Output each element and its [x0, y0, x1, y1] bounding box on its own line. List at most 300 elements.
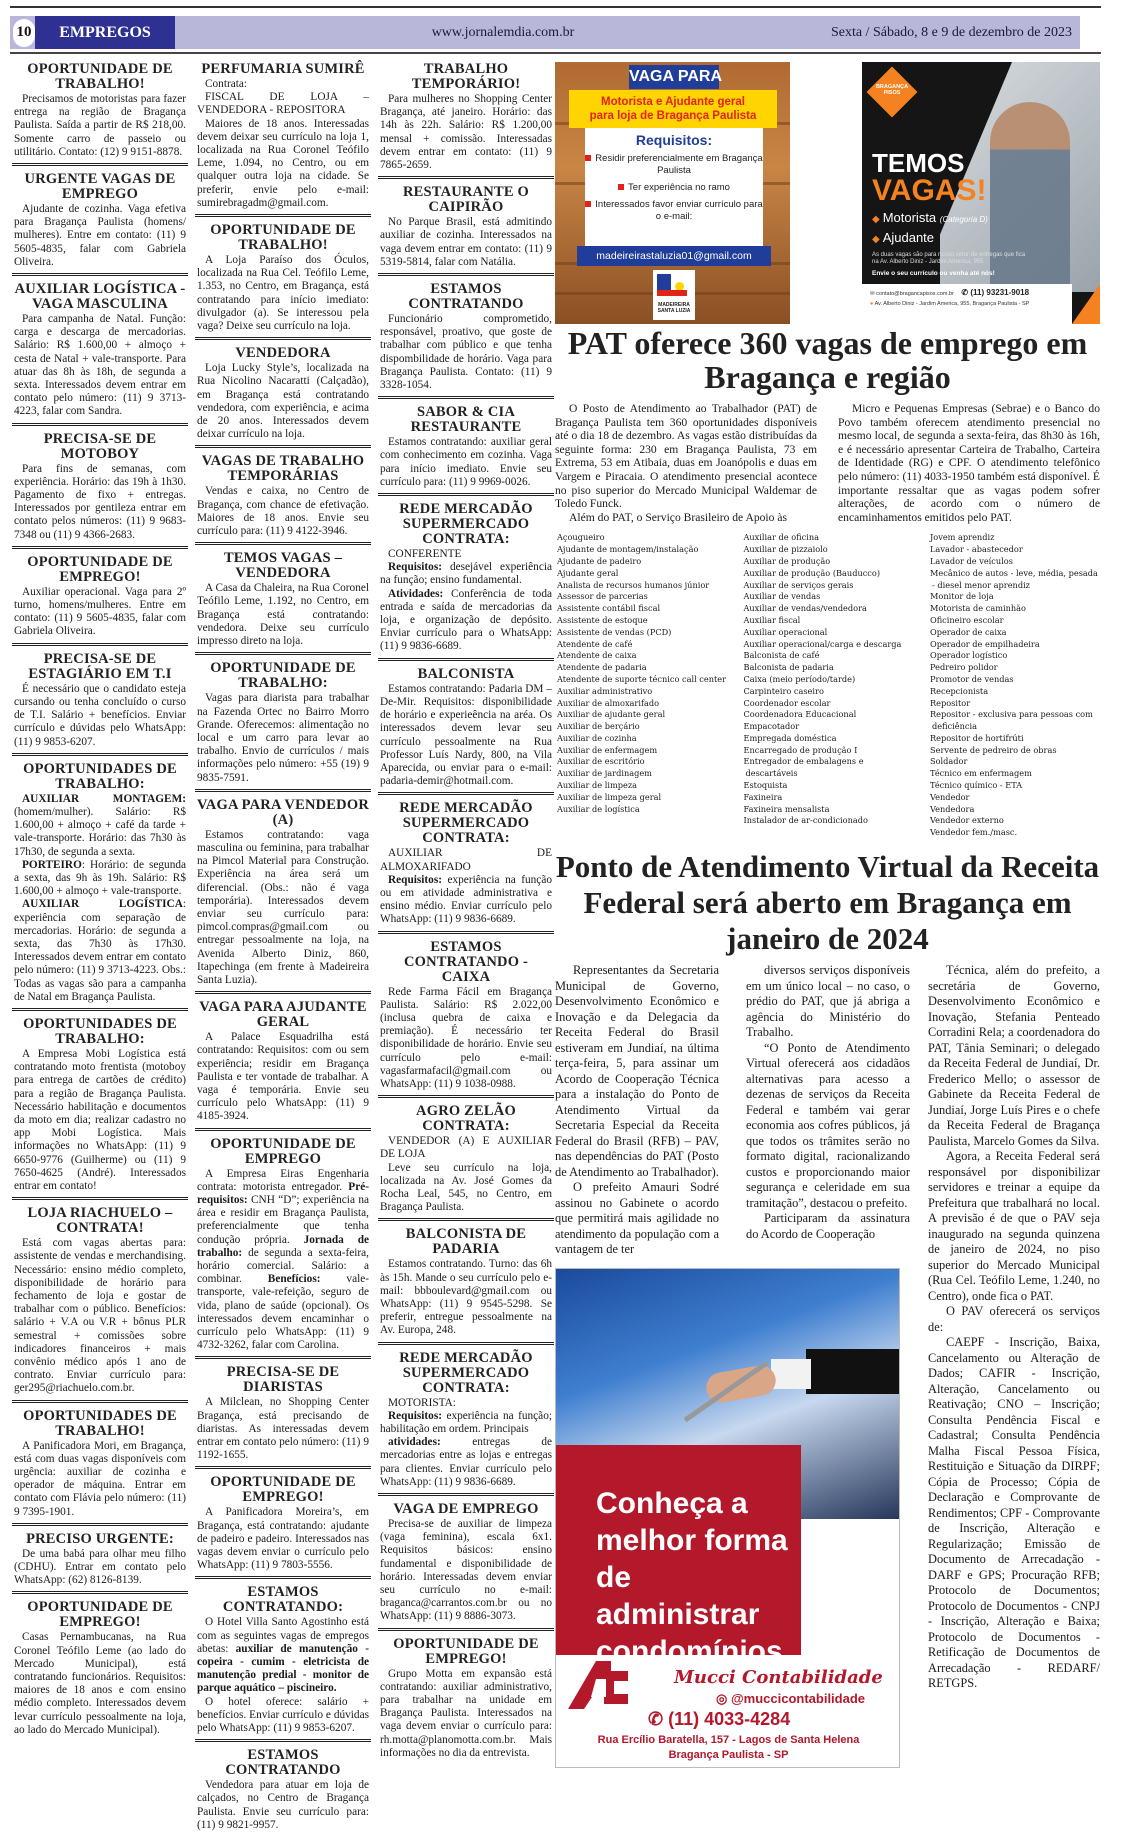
job-list-item: Balconista de café	[743, 650, 820, 661]
ad-bold-label: Pré-requisitos:	[197, 1180, 369, 1206]
ad-bold-label: AUXILIAR MONTAGEM:	[22, 792, 186, 805]
job-list-column	[555, 532, 727, 839]
classified-ad	[12, 1600, 188, 1741]
job-list-item: Estoquista	[743, 780, 788, 791]
job-list-item: Auxiliar de pizzaiolo	[743, 544, 828, 555]
classified-ad	[12, 1206, 188, 1402]
job-list-item: Açougueiro	[557, 532, 605, 543]
requirement-text: Interessados favor enviar currículo para o e-mail:	[595, 199, 763, 222]
classified-ad	[378, 940, 554, 1099]
job-list-item: Auxiliar de oficina	[743, 532, 819, 543]
article-paragraph: Técnica, além do prefeito, a secretária de Governo, Desenvolvimento Econômico e Inovação, Stefania Penteado Corradini Rela; a coordenadora do PAT, Tânia Seminari; o delegado da Receita Federal de Jundiaí, Dr. Frederico Mello; o assessor de Gabinete da Receita Federal de Jundiaí, Jorge Luís Pires e o chefe da Receita Federal de Bragança Paulista, Marcelo Gomes da Silva.	[928, 963, 1100, 1148]
job-list-item: Auxiliar administrativo	[557, 685, 653, 696]
ad-paragraph: Maiores de 18 anos. Interessadas devem deixar seu currículo na loja 1, localizada na Rua Coronel Teófilo Leme, 1.094, no Centro, ou em qualquer outra loja na cidade. Se preferir, envie pelo e-mail: sumirebragadm@gmail.com.	[197, 117, 369, 209]
job-list-item: Encarregado de produção I	[743, 744, 858, 755]
ad-title: OPORTUNIDADE DE TRABALHO!	[210, 222, 356, 254]
ad-text: De uma babá para olhar meu filho (CDHU). Entrar em contato pelo WhatsApp: (62) 8126-8139.	[14, 1547, 186, 1587]
ad-paragraph: Requisitos: desejável experiência na função; ensino fundamental.	[380, 561, 552, 587]
ad-title: OPORTUNIDADE DE EMPREGO!	[27, 553, 173, 585]
job-list-item: Vendedor fem./masc.	[930, 827, 1018, 838]
job-list-item: Auxiliar de produção (Bauducco)	[743, 567, 881, 578]
address	[556, 1733, 900, 1763]
ad-title: ESTAMOS CONTRATANDO	[408, 281, 524, 313]
job-list-item: Repositor - exclusiva para pessoas com deficiência	[930, 709, 1093, 732]
ad-paragraph: MOTORISTA:	[388, 1396, 456, 1409]
ad-title: OPORTUNIDADE DE EMPREGO!	[210, 1474, 356, 1506]
ad-title: PRECISO URGENTE:	[26, 1530, 174, 1547]
ad-title: PERFUMARIA SUMIRÊ	[201, 61, 365, 77]
job-item	[872, 210, 988, 225]
classified-ad	[195, 1137, 371, 1360]
ad-text: Para mulheres no Shopping Center Bragança, até janeiro. Horário: das 14h às 22h. Salário: R$ 1.200,00 mensal + comissão. Interessadas devem entrar em contato: (11) 9 7865-2659.	[380, 93, 552, 172]
ad-title: LOJA RIACHUELO – CONTRATA!	[27, 1205, 173, 1237]
ad-mucci-contabilidade[interactable]	[555, 1268, 900, 1768]
ad-text: Estamos contratando. Turno: das 6h às 15h. Mande o seu currículo pelo e-mail: bbboulevard@gmail.com ou WhatsApp: (11) 9 9545-5298. Se preferir, entregue pessoalmente na Av. Europa, 248.	[380, 1258, 552, 1337]
ad-paragraph: A Empresa Eiras Engenharia contrata: motorista entregador. Pré-requisitos: CNH “D”; experiência na área e residir em Bragança Paulista, preferencialmente que tenha condução própria. Jornada de trabalho: de segunda a sexta-feira, horário comercial. Salário: a combinar. Benefícios: vale-transporte, vale-refeição, seguro de vida, plano de saúde (opcional). Os interessados devem encaminhar o currículo pelo WhatsApp: (11) 9 4732-3262, falar com Carolina.	[197, 1167, 369, 1352]
classified-ad	[378, 185, 554, 276]
classified-ad	[378, 1227, 554, 1344]
ad-braganca-pisos[interactable]	[862, 62, 1100, 324]
classified-ad	[195, 798, 371, 994]
job-list-item: Técnico em enfermagem	[930, 768, 1032, 779]
job-list-item: Faxineira	[743, 791, 783, 802]
instagram-text: @muccicontabilidade	[730, 1690, 866, 1706]
header-rule	[10, 52, 1101, 54]
ad-subtitle-line: para loja de Bragança Paulista	[589, 110, 757, 122]
ad-paragraph: O Hotel Villa Santo Agostinho está com as seguintes vagas de empregos abetas: auxiliar de manutenção - copeira - cumim - eletricista de manutenção predial - monitor de parque aquático – piscineiro.	[197, 1616, 369, 1695]
ad-text: Funcionário comprometido, responsável, proativo, que goste de trabalhar com público e que tenha dispombilidade de horário. Vaga para Bragança Paulista. Contato: (11) 9 3328-1054.	[380, 313, 552, 392]
job-title: Motorista	[882, 210, 937, 225]
job-list-item: Atendente de suporte técnico call center	[557, 673, 727, 684]
job-list-item: Auxiliar de vendas/vendedora	[743, 603, 867, 614]
ad-email[interactable]: contato@bragancapisos.com.br	[876, 291, 954, 297]
page-header	[10, 16, 1080, 49]
ad-text: A Milclean, no Shopping Center Bragança, está precisando de diaristas. As interessadas devem entrar em contato pelo número: (11) 9 1192-1655.	[197, 1396, 369, 1462]
instagram-icon: ◎	[716, 1690, 728, 1706]
classifieds-column-3	[378, 62, 554, 1770]
job-list-item: Operador de empilhadeira	[930, 638, 1040, 649]
ad-paragraph: AUXILIAR MONTAGEM: (homem/mulher). Salário: R$ 1.600,00 + almoço + café da tarde + vale-transporte. Horário: das 7h30 às 17h30, de segunda a sexta.	[14, 792, 186, 858]
ad-title: SABOR & CIA RESTAURANTE	[410, 404, 522, 436]
article-paragraph: Representantes da Secretaria Municipal de Governo, Desenvolvimento Econômico e Inovação e da Delegacia da Receita Federal do Brasil estiveram em Jundiaí, na última terça-feira, 5, para assinar um Acordo de Cooperação Técnica para a instalação do Ponto de Atendimento Virtual da Secretaria Especial da Receita Federal do Brasil (RFB) – PAV, nas dependências do PAT (Posto de Atendimento ao Trabalhador).	[555, 963, 719, 1179]
ad-title: OPORTUNIDADES DE TRABALHO:	[23, 760, 177, 792]
phone-number[interactable]	[648, 1709, 790, 1730]
pav-article-body	[555, 963, 1100, 1768]
company-name: Mucci Contabilidade	[674, 1666, 883, 1688]
issue-date: Sexta / Sábado, 8 e 9 de dezembro de 2023	[830, 24, 1072, 40]
job-list-item: Auxiliar de logística	[557, 803, 640, 814]
address-line: Rua Ercílio Baratella, 157 - Lagos de Santa Helena	[597, 1733, 860, 1746]
ad-text: É necessário que o candidato esteja cursando ou tenha concluído o curso de T.I. Salário + benefícios. Enviar currículo e dúvidas pelo WhatsApp: (11) 9 9853-6207.	[14, 682, 186, 748]
pat-job-list	[555, 532, 1100, 839]
job-list-item: Servente de pedreiro de obras	[930, 744, 1057, 755]
ad-title: BALCONISTA DE PADARIA	[405, 1226, 527, 1258]
ad-paragraph: Requisitos: experiência na função; habilitação em ordem. Principais	[380, 1409, 552, 1435]
classified-ad	[195, 62, 371, 217]
ad-title: ESTAMOS CONTRATANDO	[225, 1747, 341, 1779]
job-list-item: Auxiliar de cozinha	[557, 732, 637, 743]
job-list-item: Empacotador	[743, 721, 800, 732]
article-paragraph: O prefeito Amauri Sodré assinou no Gabinete o acordo que permitirá mais agilidade no atendimento da população com a vantagem de ter	[555, 1180, 719, 1257]
job-list-item: Atendente de padaria	[557, 662, 647, 673]
classified-ad	[378, 62, 554, 179]
job-list-item: Auxiliar de jardinagem	[557, 768, 652, 779]
ad-paragraph: PORTEIRO: Horário: de segunda a sexta, das 9h às 19h. Salário: R$ 1.600,00 + almoço + vale-transporte.	[14, 858, 186, 898]
article-paragraph: CAEPF - Inscrição, Baixa, Cancelamento ou Alteração de Dados; CAFIR - Inscrição, Alteração, Cancelamento ou Reativação; CNO – Inscrição; Consulta Pendência Fiscal e Cadastral; Consulta Pendência Malha Fiscal Pessoa Física, Restituição e Situação da DIRPF; Cópia de Processo; Cópia de Declaração e Comprovante de Rendimentos; CPF - Comprovante de Inscrição, Alteração e Regularização; Emissão de Documento de Arrecadação - DARF e GPS; Procuração RFB; Protocolo de Documentos; Protocolo de Documentos - CNPJ - Inscrição, Alteração e Baixa; Protocolo de Documentos - Retificação de Documentos de Arrecadação - REDARF/ RETGPS.	[928, 1335, 1100, 1691]
decorative-triangle	[1072, 284, 1100, 324]
article-paragraph: Micro e Pequenas Empresas (Sebrae) e o Banco do Povo também oferecem atendimento presencial no mesmo local, de segunda a sexta-feira, das 8h30 às 16h, e é necessário apresentar Carteira de Trabalho, Carteira de Identidade (RG) e CPF. O atendimento telefônico pelo número: (11) 4033-1950 também está disponível. É importante ressaltar que as vagas podem sofrer alterações, de acordo com o número de encaminhamentos emitidos pelo PAT.	[838, 402, 1100, 524]
job-list-item: Monitor de loja	[930, 591, 994, 602]
ad-text: Loja Lucky Style’s, localizada na Rua Nicolino Nacaratti (Calçadão), em Bragança está contratando vendedora, com experiência, e acima de 20 anos. Interessados devem deixar currículo na loja.	[197, 362, 369, 441]
article-paragraph: O PAV oferecerá os serviços de:	[928, 1304, 1100, 1334]
ad-bold-label: Benefícios:	[267, 1273, 321, 1286]
ad-text: A Panificadora Moreira’s, em Bragança, está contratando: ajudante de padeiro e padeiro. Interessados nas vagas devem enviar o currículo pelo WhatsApp: (11) 9 7803-5556.	[197, 1506, 369, 1572]
logo-text: MADEIREIRA SANTA LUZIA	[657, 302, 691, 314]
ad-title: OPORTUNIDADE DE EMPREGO!	[393, 1635, 539, 1667]
ad-text: Auxiliar operacional. Vaga para 2º turno, homens/mulheres. Entre em contato: (11) 9 5605-4835, falar com Gabriela Oliveira.	[14, 585, 186, 638]
job-list-item: Oficineiro escolar	[930, 614, 1004, 625]
ad-paragraph: AUXILIAR LOGÍSTICA: experiência com separação de mercadorias. Horário: de segunda a sexta, das 7h30 às 17h30. Interessados devem entrar em contato pelo número: (11) 9 3713-4223. Obs.: Todas as vagas são para a campanha de Natal em Bragança Paulista.	[14, 898, 186, 1003]
job-list-item: Assistente de vendas (PCD)	[557, 626, 672, 637]
ad-title: ESTAMOS CONTRATANDO - CAIXA	[403, 938, 529, 985]
ad-title: VAGA PARA	[629, 65, 719, 89]
pav-column-3	[928, 963, 1100, 1768]
madeireira-logo	[653, 270, 695, 320]
job-list-item: Faxineira mensalista	[743, 803, 830, 814]
ad-cta: Envie o seu currículo ou venha até nós!	[872, 270, 995, 277]
classified-ad	[195, 346, 371, 448]
ad-bold-label: atividades:	[388, 1436, 441, 1449]
job-list-item: Repositor de hortifrúti	[930, 732, 1024, 743]
section-title: EMPREGOS	[35, 16, 175, 49]
ad-headline-2: VAGAS!	[872, 174, 987, 207]
job-list-item: Carpinteiro caseiro	[743, 685, 824, 696]
ad-paragraph: Requisitos: experiência na função ou em atividade administrativa e ensino médio. Enviar currículo pelo WhatsApp: (11) 9 9836-6689.	[380, 873, 552, 926]
job-list-item: Técnico químico - ETA	[930, 780, 1023, 791]
ad-requirements	[585, 128, 763, 246]
ad-title: OPORTUNIDADES DE TRABALHO!	[23, 1407, 177, 1439]
job-list-item: Instalador de ar-condicionado	[743, 815, 868, 826]
ad-text: A Panificadora Mori, em Bragança, está com duas vagas disponíveis com urgência: auxiliar de cozinha e operador de máquina. Entrar em contato com Flávia pelo número: (11) 9 7395-1901.	[14, 1439, 186, 1518]
ad-paragraph: CONFERENTE	[388, 548, 462, 561]
ad-phone[interactable]: (11) 93231-9018	[970, 288, 1030, 297]
ad-paragraph: Contrata:	[205, 78, 248, 90]
job-title: Ajudante	[882, 230, 935, 245]
classified-ad	[12, 62, 188, 166]
job-list-item: Auxiliar de berçário	[557, 721, 640, 732]
requirements-title: Requisitos:	[635, 132, 713, 148]
job-list-item: Atendente de caixa	[557, 650, 637, 661]
job-list-item: Coordenador escolar	[743, 697, 831, 708]
classified-ad	[378, 282, 554, 399]
ad-text: Vagas para diarista para trabalhar na Fazenda Ortec no Bairro Morro Grande. Oferecemos: alimentação no local e um carro para levar ao trabalho. Envio de currículos / mais informações pelo número: +55 (19) 9 9835-7591.	[197, 692, 369, 784]
job-list-column	[742, 532, 914, 839]
mucci-logo	[566, 1659, 666, 1714]
ad-text: Rede Farma Fácil em Bragança Paulista. Salário: R$ 2.022,00 (inclusa quebra de caixa e premiação). É necessário ter disponibilidade de horário. Envie seu currículo pelo e-mail: vagasfarmafacil@gmail.com ou WhatsApp: (11) 9 1038-0988.	[380, 985, 552, 1090]
classified-ad	[378, 1104, 554, 1221]
ad-title: RESTAURANTE O CAIPIRÃO	[402, 184, 529, 216]
ad-paragraph: AUXILIAR DE ALMOXARIFADO	[380, 847, 552, 873]
article-paragraph: Além do PAT, o Serviço Brasileiro de Apoio às	[569, 510, 788, 524]
ad-headline-1: TEMOS	[872, 148, 965, 178]
classified-ad	[195, 1585, 371, 1742]
job-list-item: Mecânico de autos - leve, média, pesada - diesel menor aprendiz	[930, 567, 1098, 590]
page-number: 10	[13, 19, 35, 47]
classified-ad	[195, 1748, 371, 1836]
classified-ad	[195, 1000, 371, 1130]
ad-text: Está com vagas abertas para: assistente de vendas e merchandising. Necessário: ensino médio completo, disponibilidade de horário para fechamento de loja e gostar de trabalhar com o público. Benefícios: salário + V.A ou V.R + bônus PLR semestral + comissões sobre indicadores financeiros + mais convênio médico após 1 ano de contrato. Enviar currículo para: ger295@riachuelo.com.br.	[14, 1237, 186, 1395]
ad-title: OPORTUNIDADE DE TRABALHO!	[27, 61, 173, 92]
job-list-item: Assistente contábil fiscal	[557, 603, 661, 614]
job-list-item: Promotor de vendas	[930, 673, 1014, 684]
ad-text: Vendedora para atuar em loja de calçados, no Centro de Bragança Paulista. Envie seu currículo para: (11) 9 9821-9957.	[197, 1779, 369, 1831]
bullet-icon	[618, 184, 624, 190]
ad-title: OPORTUNIDADE DE EMPREGO	[210, 1135, 356, 1167]
job-list-item: Auxiliar de serviços gerais	[743, 579, 854, 590]
job-list-item: Assessor de parcerias	[557, 591, 648, 602]
job-list-item: Auxiliar operacional	[743, 626, 828, 637]
classified-ad	[378, 1351, 554, 1496]
job-list-item: Operador logístico	[930, 650, 1008, 661]
pav-left-area	[555, 963, 910, 1768]
ad-paragraph: Atividades: Conferência de toda entrada e saída de mercadorias da loja, e organização de depósito. Enviar currículo para o WhatsApp: (11) 9 9836-6689.	[380, 587, 552, 653]
ad-title: OPORTUNIDADE DE TRABALHO:	[210, 660, 356, 692]
ad-text: A Casa da Chaleira, na Rua Coronel Teófilo Leme, 1.192, no Centro, em Bragança está contratando: vendedora. Deixe seu currículo impresso direto na loja.	[197, 582, 369, 648]
diamond-bullet-icon: ◆	[872, 234, 880, 245]
phone-icon: ✆	[648, 1708, 664, 1729]
ad-text: A Empresa Mobi Logística está contratando moto frentista (motoboy para entrega de cartões de crédito) para a região de Bragança Paulista. Necessário habilitação e documentos da moto em dia; realizar cadastro no app Mobi Logística. Mais informações no WhatsApp: (11) 9 6650-9776 (Guilherme) ou (11) 9 7650-4625 (André). Interessados entrar em contato!	[14, 1047, 186, 1192]
ad-title: REDE MERCADÃO SUPERMERCADO CONTRATA:	[399, 1349, 533, 1396]
classified-ad	[195, 1475, 371, 1579]
requirement-item	[585, 153, 763, 177]
requirement-text: Residir preferencialmente em Bragança Paulista	[595, 153, 763, 176]
requirement-text: Ter experiência no ramo	[628, 182, 730, 193]
job-list-item: Caixa (meio período/tarde)	[743, 673, 856, 684]
job-list-item: Ajudante geral	[557, 567, 619, 578]
ad-bold-label: Requisitos:	[388, 1409, 442, 1422]
ad-text: A Loja Paraíso dos Óculos, localizada na Rua Cel. Teófilo Leme, 1.353, no Centro, em Bragança, está contratando para início imediato: divulgador (a). Se interessou pela vaga? Deixe seu currículo na loja.	[197, 254, 369, 333]
ad-title: REDE MERCADÃO SUPERMERCADO CONTRATA:	[399, 501, 533, 548]
job-list-item: Motorista de caminhão	[930, 603, 1026, 614]
ad-text: Casas Pernambucanas, na Rua Coronel Teófilo Leme (ao lado do Mercado Municipal), está contratando funcionários. Requisitos: maiores de 18 anos e com ensino médio completo. Interessados devem levar currículo pessoalmente na loja, ao lado do Mercado Municipal).	[14, 1631, 186, 1736]
classifieds-column-1	[12, 62, 188, 1747]
ad-text: Estamos contratando: Padaria DM – De-Mir. Requisitos: disponibilidade de horário e experieência na aréa. Os interessados devem levar seu currículo pessoalmente na Rua Professor Luís Nardy, 800, na Vila Aparecida, ou enviar para o e-mail: padaria-demir@hotmail.com.	[380, 682, 552, 788]
job-item	[872, 230, 934, 245]
classified-ad	[12, 1532, 188, 1595]
requirement-item	[585, 199, 763, 223]
ad-text: Ajudante de cozinha. Vaga efetiva para Bragança Paulista (homens/ mulheres). Entre em contato: (11) 9 5605-4835, falar com Gabriela Oliveira.	[14, 203, 186, 268]
ad-title: OPORTUNIDADES DE TRABALHO:	[23, 1015, 177, 1047]
ad-title: URGENTE VAGAS DE EMPREGO	[24, 171, 176, 203]
classified-ad	[12, 432, 188, 549]
job-list-item: Balconista de padaria	[743, 662, 834, 673]
classified-ad	[12, 652, 188, 756]
classified-ad	[12, 172, 188, 276]
pat-article-right	[838, 402, 1100, 524]
ad-text: Para fins de semanas, com experiência. Horário: das 19h à 1h30. Pagamento de fixo + entregas. Interessados por gentileza entrar em contato pelos números: (11) 9 9683-7348 ou (11) 9 4366-2683.	[14, 462, 186, 541]
ad-text: A Palace Esquadrilha está contratando: Requisitos: com ou sem experiência; residir em Bragança Paulista e ter vontade de trabalhar. A vaga é temporária. Envie seu currículo pelo WhatsApp: (11) 9 4185-3924.	[197, 1031, 369, 1123]
slogan-line: condomínios	[596, 1634, 783, 1668]
ad-title: BALCONISTA	[417, 665, 515, 682]
job-list-item: Auxiliar de produção	[743, 555, 831, 566]
job-list-item: Auxiliar de escritório	[557, 756, 645, 767]
job-list-item: Auxiliar de limpeza	[557, 780, 638, 791]
ad-title: AGRO ZELÃO CONTRATA:	[416, 1103, 516, 1135]
logo-text: BRAGANÇA PISOS	[875, 84, 909, 96]
ad-paragraph: FISCAL DE LOJA – VENDEDORA - REPOSITORA	[197, 91, 369, 117]
job-list-item: Ajudante de montagem/instalação	[557, 544, 699, 555]
ad-subtitle	[569, 90, 777, 128]
classified-ad	[378, 405, 554, 496]
job-list-item: Lavador de veículos	[930, 555, 1013, 566]
classified-ad	[195, 551, 371, 655]
mail-icon: ✉	[870, 291, 875, 297]
ad-bold-label: Requisitos:	[388, 561, 442, 574]
job-list-item: Empregada doméstica	[743, 732, 837, 743]
pav-column-1	[555, 963, 719, 1258]
ad-paragraph: atividades: entregas de mercadorias entre as lojas e entregas para clientes. Enviar currículo pelo WhatsApp: (11) 9 9836-6689.	[380, 1436, 552, 1488]
ad-paragraph: O hotel oferece: salário + benefícios. Enviar currículo e dúvidas pelo WhatsApp: (11) 9 9853-6207.	[197, 1695, 369, 1735]
article-paragraph: Agora, a Receita Federal será responsável por disponibilizar servidores e treinar a equipe da Prefeitura que trabalhará no local. A previsão é de que o PAV seja inaugurado na segunda quinzena de janeiro de 2024, no piso superior do Mercado Municipal (Rua Cel. Teófilo Leme, 1.240, no Centro), onde fica o PAT.	[928, 1149, 1100, 1303]
ad-bold-label: PORTEIRO	[22, 858, 82, 871]
whatsapp-icon: ✆	[961, 288, 969, 297]
ad-text: Grupo Motta em expansão está contratando: auxiliar administrativo, para trabalhar na unidade em Bragança Paulista. Interessados na vaga devem enviar o currículo para: rh.motta@planomotta.com.br. Mais informações no dia da entrevista.	[380, 1667, 552, 1759]
job-list-item: Auxiliar operacional/carga e descarga	[743, 638, 902, 649]
job-list-column	[928, 532, 1100, 839]
job-list-item: Analista de recursos humanos júnior	[557, 579, 710, 590]
classified-ad	[12, 282, 188, 426]
ad-title: PRECISA-SE DE MOTOBOY	[43, 430, 157, 462]
ad-bold-label: AUXILIAR LOGÍSTICA	[22, 898, 183, 911]
right-section	[555, 62, 1100, 1768]
top-rule	[10, 6, 1101, 8]
job-list-item: Auxiliar fiscal	[743, 614, 801, 625]
classified-ad	[12, 1409, 188, 1526]
ad-title: AUXILIAR LOGÍSTICA - VAGA MASCULINA	[14, 281, 186, 313]
ad-email[interactable]: madeireirastaluzia01@gmail.com	[577, 246, 771, 266]
job-list-item: Repositor	[930, 697, 971, 708]
ad-text: Precisamos de motoristas para fazer entrega na região de Bragança Paulista. Saída a partir de R$ 218,00. Somente carro de passeio ou utilitário. Contato: (12) 9 9151-8878.	[14, 93, 186, 158]
ad-title: VAGA PARA VENDEDOR (A)	[197, 796, 369, 828]
job-list-item: Vendedor	[930, 791, 970, 802]
ad-title: PRECISA-SE DE DIARISTAS	[226, 1364, 340, 1396]
classified-ad	[378, 502, 554, 661]
article-paragraph: O Posto de Atendimento ao Trabalhador (PAT) de Bragança Paulista tem 360 oportunidades disponíveis até o dia 18 de dezembro. As vagas estão distribuídas da seguinte forma: 230 em Bragança Paulista, 73 em Extrema, 53 em Atibaia, duas em Joanópolis e duas em Vargem e Piracaia. O atendimento presencial acontece no piso superior do Mercado Municipal Waldemar de Toledo Funck.	[555, 402, 817, 511]
job-list-item: Auxiliar de limpeza geral	[557, 791, 662, 802]
ad-paragraph: Leve seu currículo na loja, localizada na Av. José Gomes da Rocha Leal, 545, no Centro, em Bragança Paulista.	[380, 1161, 552, 1214]
bullet-icon	[585, 155, 591, 161]
job-list-item: Auxiliar de vendas	[743, 591, 821, 602]
pav-headline: Ponto de Atendimento Virtual da Receita Federal será aberto em Bragança em janeiro de 2024	[555, 849, 1100, 957]
ad-address: Av. Alberto Diniz - Jardim America, 955, Bragança Paulista - SP	[874, 301, 1030, 307]
ad-bold-label: Requisitos:	[388, 873, 442, 886]
classified-ad	[12, 1017, 188, 1200]
job-list-item: Ajudante de padeiro	[557, 555, 642, 566]
job-list-item: Lavador - abastecedor	[930, 544, 1023, 555]
ad-text: Estamos contratando: vaga masculina ou feminina, para trabalhar na Pimcol Material para Construção. Experiência na área será um diferencial. (Obs.: não é vaga temporária). Interessados devem enviar seu currículo para: pimcol.compras@gmail.com ou entregar pessoalmente na loja, na Avenida Alberto Diniz, 860, Itapechinga (em frente à Madeireira Santa Luzia).	[197, 828, 369, 986]
job-list-item: Auxiliar de enfermagem	[557, 744, 658, 755]
ad-paragraph: VENDEDOR (A) E AUXILIAR DE LOJA	[380, 1135, 552, 1161]
classified-ad	[12, 762, 188, 1011]
classified-ad	[378, 1637, 554, 1764]
job-note: (Categoria D)	[939, 215, 988, 224]
classified-ad	[378, 801, 554, 933]
article-paragraph: diversos serviços disponíveis em um único local – no caso, o prédio do PAT, que já abriga a agência do Ministério do Trabalho.	[746, 963, 910, 1040]
ad-note: As duas vagas são para nosso setor de entregas que fica na Av. Alberto Diniz - Jardim America, 955	[872, 252, 1026, 265]
ad-text: Precisa-se de auxiliar de limpeza (vaga feminina), escala 6x1. Requisitos básicos: ensino fundamental e disponibilidade de horário. Interessadas devem enviar seu currículo no e-mail: braganca@carrantos.com.br ou no WhatsApp: (11) 9 8886-3073.	[380, 1518, 552, 1623]
ad-bold-label: Jornada de trabalho:	[197, 1233, 369, 1259]
job-list-item: Assistente de estoque	[557, 614, 648, 625]
job-list-item: Operador de caixa	[930, 626, 1007, 637]
site-url[interactable]: www.jornalemdia.com.br	[431, 24, 575, 40]
address-line: Bragança Paulista - SP	[668, 1748, 789, 1761]
classified-ad	[378, 667, 554, 796]
instagram-handle[interactable]	[716, 1691, 865, 1707]
ad-title: VAGA PARA AJUDANTE GERAL	[199, 999, 367, 1031]
requirement-item	[585, 182, 763, 194]
ad-title: REDE MERCADÃO SUPERMERCADO CONTRATA:	[399, 800, 533, 847]
classified-ad	[378, 1502, 554, 1631]
classified-ad	[195, 454, 371, 545]
ad-text: Vendas e caixa, no Centro de Bragança, com chance de efetivação. Maiores de 18 anos. Envie seu currículo para: (11) 9 4122-3946.	[197, 485, 369, 538]
ad-title: VAGAS DE TRABALHO TEMPORÁRIAS	[201, 453, 365, 485]
classified-ad	[195, 1365, 371, 1469]
diamond-bullet-icon: ◆	[872, 214, 880, 225]
slogan-line: melhor forma	[596, 1523, 788, 1557]
ad-madeireira-santa-luzia[interactable]	[555, 62, 790, 324]
article-paragraph: Participaram da assinatura do Acordo de Cooperação	[746, 1211, 910, 1241]
pav-column-2	[746, 963, 910, 1258]
phone-text: (11) 4033-4284	[668, 1708, 791, 1729]
slogan-line: de administrar	[596, 1560, 760, 1631]
job-list-item: Recepcionista	[930, 685, 989, 696]
classified-ad	[195, 223, 371, 340]
job-list-item: Jovem aprendiz	[930, 532, 995, 543]
job-list-item: Auxiliar de almoxarifado	[557, 697, 660, 708]
ad-subtitle-line: Motorista e Ajudante geral	[601, 96, 745, 108]
pat-article-body	[555, 402, 1100, 524]
ad-title: TRABALHO TEMPORÁRIO!	[411, 61, 521, 92]
pat-headline: PAT oferece 360 vagas de emprego em Bragança e região	[567, 325, 1088, 395]
classifieds-column-2	[195, 62, 371, 1842]
job-list-item: Pedreiro polidor	[930, 662, 998, 673]
job-list-item: Auxiliar de ajudante geral	[557, 709, 666, 720]
job-list-item: Coordenadora Educacional	[743, 709, 857, 720]
job-list-item: Atendente de café	[557, 638, 633, 649]
pat-article-left	[555, 402, 817, 524]
ad-text: No Parque Brasil, está admitindo auxiliar de cozinha. Interessados na vaga devem entrar em contato: (11) 9 5319-5814, falar com Natália.	[380, 216, 552, 268]
ad-bold-text: auxiliar de manutenção - copeira - cumim - eletricista de manutenção predial - monitor de parque aquático – piscineiro.	[197, 1642, 369, 1695]
slogan-line: Conheça a	[596, 1486, 748, 1520]
classified-ad	[195, 661, 371, 791]
job-list-item: Vendedor externo	[930, 815, 1004, 826]
classified-ad	[12, 555, 188, 646]
job-list-item: Soldador	[930, 756, 968, 767]
ad-contact-footer	[862, 284, 1072, 324]
article-paragraph: “O Ponto de Atendimento Virtual oferecerá aos cidadãos alternativas para acesso a dezenas de serviços da Receita Federal e também vai gerar economia aos cofres públicos, já que todos os trâmites serão no formato digital, racionalizando custos e proporcionando maior segurança e celeridade em sua tramitação”, destacou o prefeito.	[746, 1040, 910, 1210]
ad-title: PRECISA-SE DE ESTAGIÁRIO EM T.I	[28, 650, 172, 682]
ad-title: VAGA DE EMPREGO	[393, 1501, 539, 1518]
ad-slogan	[556, 1445, 801, 1668]
job-list-item: Entregador de embalagens e descartáveis	[743, 756, 864, 779]
ad-title: TEMOS VAGAS – VENDEDORA	[223, 550, 343, 582]
bullet-icon	[585, 201, 591, 207]
ad-title: VENDEDORA	[235, 345, 331, 362]
ad-bold-label: Atividades:	[388, 587, 444, 600]
location-pin-icon: ●	[870, 301, 874, 307]
ad-title: OPORTUNIDADE DE EMPREGO!	[27, 1599, 173, 1631]
ad-text: Estamos contratando: auxiliar geral com conhecimento em cozinha. Vaga para início imediato. Envie seu currículo para: (11) 9 9969-0026.	[380, 436, 552, 488]
